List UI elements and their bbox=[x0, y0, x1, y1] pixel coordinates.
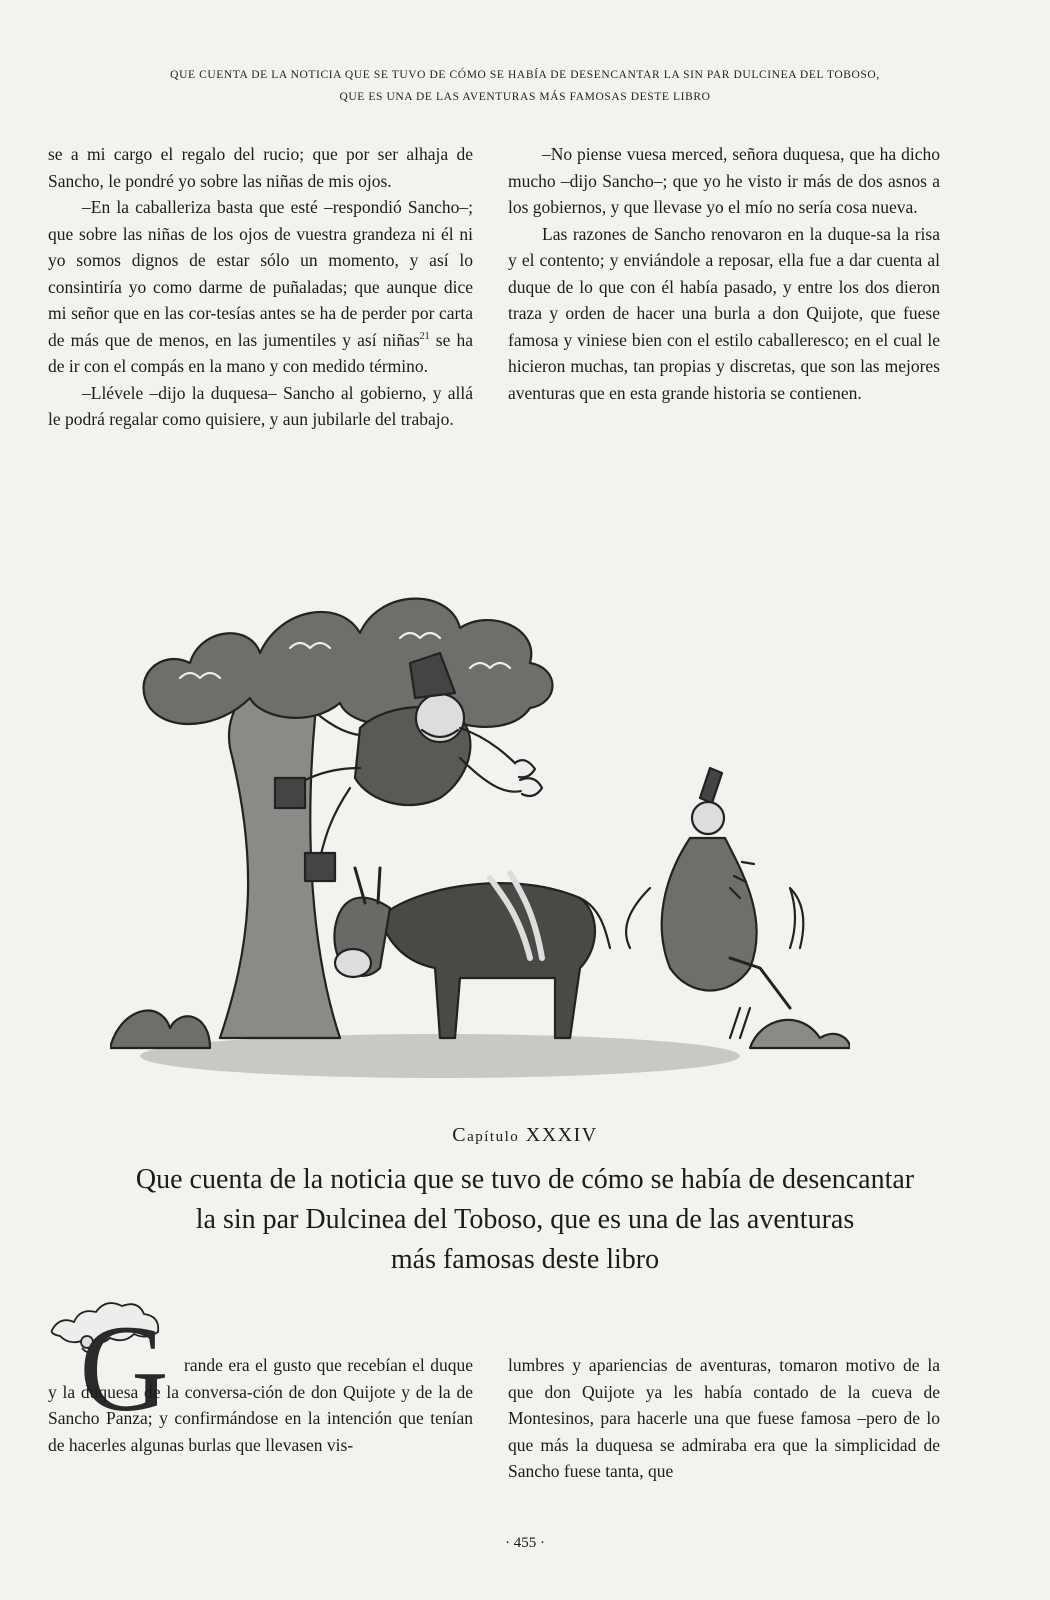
paragraph-text: se ha de ir con el compás en la mano y con medido término. bbox=[48, 329, 473, 376]
left-column-bottom bbox=[48, 1352, 473, 1458]
chapter-illustration bbox=[110, 568, 850, 1088]
paragraph: rande era el gusto que recebían el duque y la duquesa de la conversa-ción de don Quijote y de la de Sancho Panza; y confirmándose en la intención que tenían de hacerles algunas burlas que llevasen vis- bbox=[48, 1355, 473, 1455]
paragraph: –Llévele –dijo la duquesa– Sancho al gobierno, y allá le podrá regalar como quisiere, y aun jubilarle del trabajo. bbox=[48, 382, 473, 429]
paragraph-text: –En la caballeriza basta que esté –respondió Sancho–; que sobre las niñas de los ojos de vuestra grandeza ni él ni yo somos dignos de estar sólo un momento, y así lo consintiría yo como darme de puñaladas; que aunque dice mi señor que en las cor-tesías antes se ha de perder por carta de más que de menos, en las jumentiles y así niñas bbox=[48, 197, 473, 350]
running-head-line-2: QUE ES UNA DE LAS AVENTURAS MÁS FAMOSAS DESTE LIBRO bbox=[339, 91, 711, 103]
page-number: · 455 · bbox=[505, 1535, 545, 1551]
chapter-numeral: XXXIV bbox=[525, 1124, 598, 1146]
chapter-title-line: la sin par Dulcinea del Toboso, que es una de las aventuras bbox=[195, 1204, 855, 1235]
left-column-top bbox=[48, 141, 473, 433]
paragraph: se a mi cargo el regalo del rucio; que por ser alhaja de Sancho, le pondré yo sobre las niñas de mis ojos. bbox=[48, 144, 473, 191]
running-head-line-1: QUE CUENTA DE LA NOTICIA QUE SE TUVO DE CÓMO SE HABÍA DE DESENCANTAR LA SIN PAR DULCINEA DEL TOBOSO, bbox=[170, 69, 880, 81]
paragraph: lumbres y apariencias de aventuras, tomaron motivo de la que don Quijote ya les había contado de la cueva de Montesinos, para hacerle una que fuese famosa –pero de lo que más la duquesa se admiraba era que la simplicidad de Sancho fuese tanta, que bbox=[508, 1355, 940, 1481]
running-head bbox=[40, 64, 1010, 108]
footnote-marker: 21 bbox=[419, 330, 430, 342]
right-column-top bbox=[508, 141, 940, 406]
chapter-title bbox=[40, 1160, 1010, 1280]
paragraph bbox=[48, 194, 473, 380]
chapter-title-line: más famosas deste libro bbox=[390, 1244, 660, 1275]
paragraph: Las razones de Sancho renovaron en la duque-sa la risa y el contento; y enviándole a reposar, ella fue a dar cuenta al duque de lo que con él había pasado, y entre los dos dieron traza y orden de hacer una burla a don Quijote, que fuese famosa y viniese bien con el estilo caballeresco; en el cual le hicieron muchas, tan propias y discretas, que son las mejores aventuras que en esta grande historia se contienen. bbox=[508, 223, 940, 403]
paragraph: –No piense vuesa merced, señora duquesa, que ha dicho mucho –dijo Sancho–; que yo he visto ir más de dos asnos a los gobiernos, y que llevase yo el mío no sería cosa nueva. bbox=[508, 144, 940, 217]
right-column-bottom bbox=[508, 1352, 940, 1485]
chapter-number bbox=[0, 1124, 1050, 1147]
chapter-label-rest: apítulo bbox=[467, 1129, 520, 1145]
chapter-title-line: Que cuenta de la noticia que se tuvo de cómo se había de desencantar bbox=[135, 1164, 915, 1195]
chapter-label-initial: C bbox=[452, 1124, 468, 1146]
dropcap-letter: G bbox=[79, 1300, 169, 1418]
